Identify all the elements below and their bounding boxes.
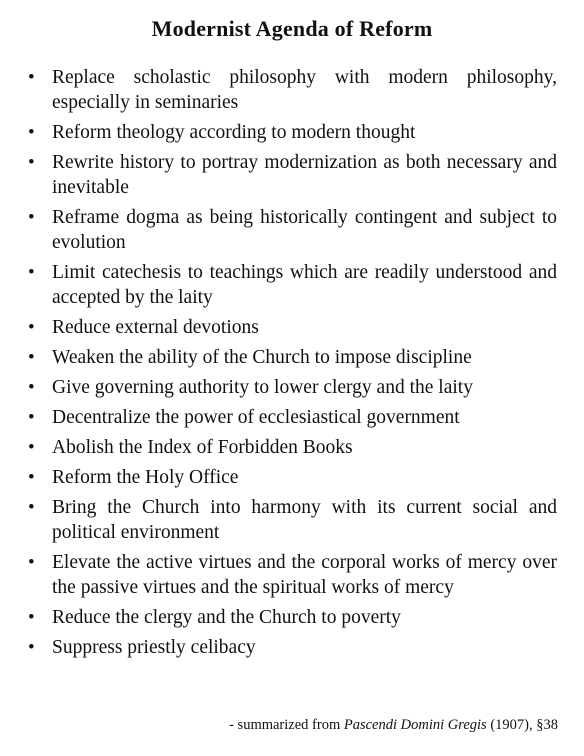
bullet-icon: • xyxy=(28,317,35,338)
list-item xyxy=(0,65,584,115)
citation-suffix: (1907), §38 xyxy=(486,717,558,733)
bullet-icon: • xyxy=(28,262,35,283)
list-item xyxy=(0,635,584,660)
list-item-text: Abolish the Index of Forbidden Books xyxy=(52,437,353,458)
list-item xyxy=(0,315,584,340)
list-item-text: Rewrite history to portray modernization as both necessary and inevitable xyxy=(52,152,557,198)
citation-work-title: Pascendi Domini Gregis xyxy=(343,717,487,733)
bullet-icon: • xyxy=(28,552,35,573)
list-item xyxy=(0,605,584,630)
list-item xyxy=(0,120,584,145)
bullet-icon: • xyxy=(28,347,35,368)
list-item-text: Bring the Church into harmony with its current social and political environment xyxy=(52,497,557,543)
bullet-icon: • xyxy=(28,152,35,173)
bullet-icon: • xyxy=(28,122,35,143)
list-item-text: Reduce the clergy and the Church to poverty xyxy=(52,607,401,628)
list-item xyxy=(0,465,584,490)
list-item-text: Reduce external devotions xyxy=(52,317,259,338)
list-item xyxy=(0,550,584,600)
bullet-icon: • xyxy=(28,377,35,398)
list-item-text: Suppress priestly celibacy xyxy=(52,637,256,658)
bullet-icon: • xyxy=(28,207,35,228)
list-item xyxy=(0,435,584,460)
bullet-icon: • xyxy=(28,437,35,458)
list-item-text: Decentralize the power of ecclesiastical government xyxy=(52,407,460,428)
list-item-text: Reframe dogma as being historically contingent and subject to evolution xyxy=(52,207,557,253)
list-item xyxy=(0,205,584,255)
bullet-icon: • xyxy=(28,607,35,628)
page-title: Modernist Agenda of Reform xyxy=(151,16,433,41)
source-citation xyxy=(229,716,558,734)
list-item xyxy=(0,405,584,430)
reform-list xyxy=(0,65,584,665)
list-item-text: Reform the Holy Office xyxy=(52,467,239,488)
list-item-text: Weaken the ability of the Church to impose discipline xyxy=(52,347,472,368)
list-item-text: Reform theology according to modern thought xyxy=(52,122,416,143)
list-item xyxy=(0,375,584,400)
list-item xyxy=(0,345,584,370)
list-item-text: Replace scholastic philosophy with modern philosophy, especially in seminaries xyxy=(52,67,557,113)
list-item xyxy=(0,260,584,310)
bullet-icon: • xyxy=(28,407,35,428)
citation-prefix: - summarized from xyxy=(229,717,344,733)
bullet-icon: • xyxy=(28,497,35,518)
list-item-text: Limit catechesis to teachings which are readily understood and accepted by the laity xyxy=(52,262,557,308)
bullet-icon: • xyxy=(28,67,35,88)
bullet-icon: • xyxy=(28,637,35,658)
list-item xyxy=(0,495,584,545)
list-item-text: Elevate the active virtues and the corporal works of mercy over the passive virtues and the spiritual works of mercy xyxy=(52,552,557,598)
list-item-text: Give governing authority to lower clergy and the laity xyxy=(52,377,473,398)
bullet-icon: • xyxy=(28,467,35,488)
list-item xyxy=(0,150,584,200)
